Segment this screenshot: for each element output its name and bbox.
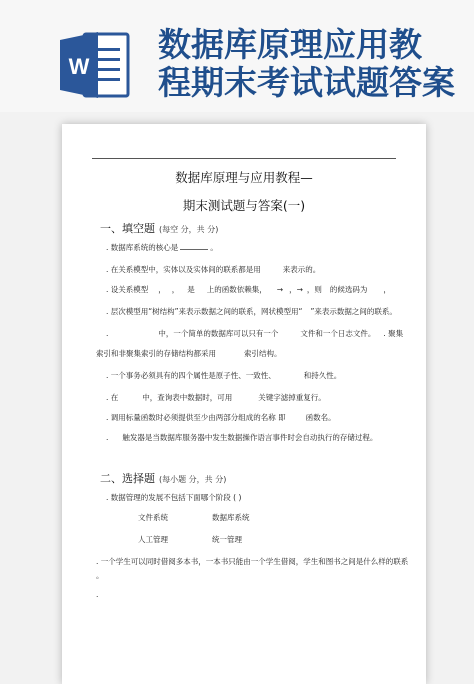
section-choice-heading [100,470,226,486]
fill-text: ， [171,285,180,294]
section-fill-heading [100,220,218,236]
fill-text: 和持久性。 [303,371,342,380]
choice-question-1: . 数据管理的发展不包括下面哪个阶段 ( ) [106,493,242,502]
fill-question-6 [106,370,341,381]
fill-text: 中，查询表中数据时，可用 [142,393,233,402]
fill-text: . 调用标量函数时必须提供至少由两部分组成的名称 即 [106,413,286,422]
fill-text: ， [158,285,166,294]
choice-option-a: 文件系统 [138,513,168,522]
fill-text: 上的函数依赖集， [206,285,267,294]
doc-subtitle: 期末测试题与答案(一) [182,198,306,213]
fill-question-8 [106,412,336,423]
section-choice-note: (每小题 分，共 分) [159,475,227,484]
fill-text: 索引和非聚集索引的存储结构都采用 [96,349,216,358]
fill-text: ， [383,285,391,294]
fill-text: ，→ [289,285,303,294]
fill-text: . 层次模型用“树结构”来表示数据之间的联系，网状模型用“ [106,307,303,316]
fill-text: 的候选码为 [329,285,368,294]
fill-text: 文件和一个日志文件。 [300,329,376,338]
fill-text: 关键字滤掉重复行。 [258,393,326,402]
section-choice-title: 二、选择题 [100,472,155,485]
fill-text: . 聚集 [383,329,404,338]
doc-title: 数据库原理与应用教程— [175,170,313,185]
fill-text: . 数据库系统的核心是 [106,243,179,252]
fill-question-4 [106,306,397,317]
choice-question-2 [96,556,408,567]
fill-question-3 [106,284,391,295]
document-page [62,124,426,684]
fill-question-7 [106,392,326,403]
fill-text: → [276,285,284,294]
fill-text: 函数名。 [305,413,336,422]
choice-option-d: 统一管理 [212,535,242,544]
fill-question-5 [106,328,403,339]
answer-blank [180,243,208,250]
fill-text: . [106,329,109,338]
fill-question-5-cont [96,348,282,359]
word-document-icon [58,28,132,102]
section-fill-title: 一、填空题 [100,222,155,235]
banner-title-line-2: 程期末考试试题答案 [158,63,455,102]
fill-text: ”来表示数据之间的联系。 [310,307,397,316]
fill-text: . 在关系模型中，实体以及实体间的联系都是用 [106,265,261,274]
choice-option-b: 数据库系统 [212,513,250,522]
header-rule [92,158,396,159]
banner-title-line-1: 数据库原理应用教 [158,25,422,64]
fill-text: ，则 [306,285,322,294]
fill-question-9 [106,432,377,443]
fill-question-1: . 数据库系统的核心是 。 [106,243,218,252]
fill-text: 中，一个简单的数据库可以只有一个 [158,329,279,338]
fill-text: 是 [187,285,195,294]
fill-text: . 设关系模型 [106,285,149,294]
fill-text: 来表示的。 [282,265,321,274]
banner [0,0,474,112]
choice-text: . 一个学生可以同时借阅多本书，一本书只能由一个学生借阅，学生和图书之间是什么样的联系 [96,557,409,566]
section-fill-note: (每空 分，共 分) [159,225,219,234]
fill-question-2 [106,264,320,275]
fill-text: . 一个事务必须具有的四个属性是原子性、一致性、 [106,371,276,380]
end-mark: . [96,590,99,599]
fill-text: . 在 [106,393,119,402]
choice-question-2-end: 。 [96,571,104,580]
fill-text: 索引结构。 [244,349,282,358]
banner-title [158,26,458,102]
fill-text: . [106,433,109,442]
fill-text: 触发器是当数据库服务器中发生数据操作语言事件时会自动执行的存储过程。 [122,433,378,442]
svg-text:W: W [68,54,90,79]
choice-option-c: 人工管理 [138,535,168,544]
